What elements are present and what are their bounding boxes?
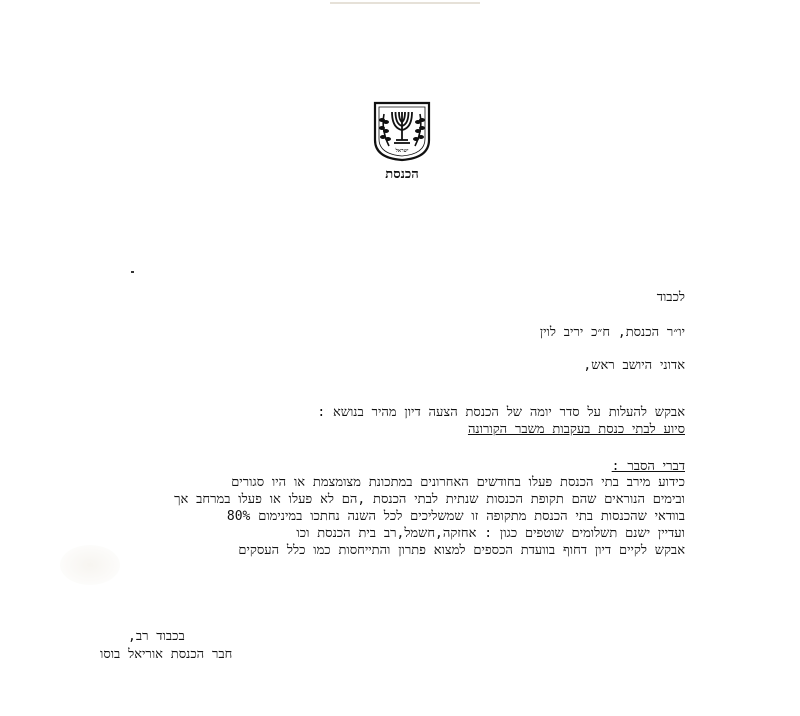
explanation-body [174, 474, 685, 559]
explanation-line: ובימים הנוראים שהם תקופת הכנסות שנתית לבתי הכנסת ,הם לא פעלו או פעלו במרחב אך [174, 492, 685, 507]
explanation-line: ועדיין ישנם תשלומים שוטפים כגון : אחזקה,חשמל,רב בית הכנסת וכו [296, 526, 685, 541]
addressee: יו״ר הכנסת, ח״כ יריב לוין [539, 325, 685, 340]
explanation-line: בוודאי שהכנסות בתי הכנסת מתקופה זו שמשליכים לכל השנה נחתכו במינימום 80% [226, 509, 685, 524]
request-intro: אבקש להעלות על סדר יומה של הכנסת הצעה דיון מהיר בנושא : [317, 405, 685, 420]
salutation-to: לכבוד [656, 290, 685, 305]
emblem-caption: ישראל [395, 148, 409, 154]
closing: בכבוד רב, [128, 629, 185, 644]
signer-name: חבר הכנסת אוריאל בוסו [100, 647, 233, 662]
explanation-heading: דברי הסבר : [611, 459, 685, 474]
letterhead-org-name: הכנסת [385, 167, 419, 182]
greeting: אדוני היושב ראש, [583, 358, 685, 373]
stray-mark [131, 271, 134, 273]
explanation-line: כידוע מירב בתי הכנסת פעלו בחודשים האחרונים במתכונת מצומצמת או היו סגורים [231, 475, 685, 490]
explanation-line: אבקש לקיים דיון דחוף בוועדת הכספים למצוא פתרון והתייחסות כמו כלל העסקים [238, 543, 685, 558]
scan-edge-mark [330, 2, 480, 4]
scan-smudge [60, 545, 120, 585]
request-subject: סיוע לבתי כנסת בעקבות משבר הקורונה [467, 422, 685, 437]
